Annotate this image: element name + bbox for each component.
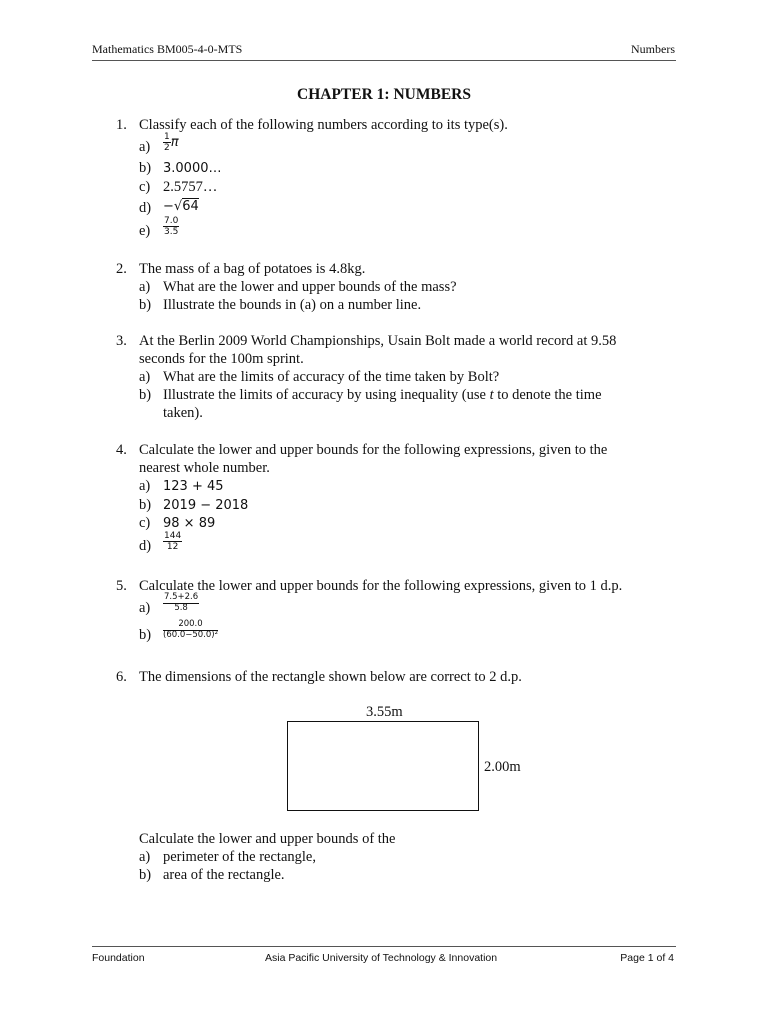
subpart-label: a) [139, 279, 151, 295]
subpart-label: a) [139, 600, 151, 616]
subpart-label: c) [139, 515, 151, 531]
page-title: CHAPTER 1: NUMBERS [297, 86, 471, 103]
rectangle-width-label: 3.55m [366, 704, 403, 720]
subpart-label: e) [139, 223, 151, 239]
subpart-text-continued: taken). [163, 405, 203, 421]
subpart-label: b) [139, 497, 152, 513]
question-number: 5. [116, 578, 127, 594]
subpart-label: a) [139, 478, 151, 494]
subpart-label: b) [139, 387, 152, 403]
rectangle-height-label: 2.00m [484, 759, 521, 775]
subpart-text: area of the rectangle. [163, 867, 285, 883]
question-number: 3. [116, 333, 127, 349]
footer-institution: Asia Pacific University of Technology & Innovation [265, 952, 498, 964]
header-topic: Numbers [631, 42, 675, 56]
question-text-line-1: Calculate the lower and upper bounds for the following expressions, given to the [139, 442, 608, 458]
subpart-text: Illustrate the bounds in (a) on a number line. [163, 297, 422, 313]
subpart-label: c) [139, 179, 151, 195]
subpart-label: a) [139, 139, 151, 155]
footer-page-number: Page 1 of 4 [620, 952, 674, 964]
expression-fraction-sum: $\frac{7.5+2.6}{5.8}$ [164, 592, 199, 613]
subpart-label: a) [139, 369, 151, 385]
question-number: 6. [116, 669, 127, 685]
subpart-text: perimeter of the rectangle, [163, 849, 316, 865]
question-text-line-2: seconds for the 100m sprint. [139, 351, 304, 367]
subpart-text: What are the lower and upper bounds of the mass? [163, 279, 457, 295]
expression-quotient: $\frac{144}{12}$ [164, 531, 182, 553]
expression-product: 98 × 89 [163, 516, 216, 531]
header-divider [92, 60, 676, 61]
expression-fraction-squared: $\frac{200.0}{\text{(60.0−50.0)²}}$ [163, 619, 219, 640]
expression-difference: 2019 − 2018 [163, 498, 249, 513]
question-text-line-1: At the Berlin 2009 World Championships, Usain Bolt made a world record at 9.58 [139, 333, 617, 349]
question-text: The mass of a bag of potatoes is 4.8kg. [139, 261, 366, 277]
expression-half-pi: $\frac{1}{2}$ π [164, 132, 179, 154]
subpart-label: d) [139, 538, 152, 554]
question-number: 2. [116, 261, 127, 277]
subpart-label: b) [139, 297, 152, 313]
question-number: 1. [116, 117, 127, 133]
question-text: Calculate the lower and upper bounds for the following expressions, given to 1 d.p. [139, 578, 623, 594]
expression-value: 3.0000… [163, 161, 222, 176]
subpart-label: b) [139, 160, 152, 176]
header-course-code: Mathematics BM005-4-0-MTS [92, 42, 243, 56]
question-text: Classify each of the following numbers according to its type(s). [139, 117, 508, 133]
subpart-text: What are the limits of accuracy of the time taken by Bolt? [163, 369, 500, 385]
expression-sum: 123 + 45 [163, 479, 224, 494]
question-number: 4. [116, 442, 127, 458]
instruction-text: Calculate the lower and upper bounds of the [139, 831, 396, 847]
subpart-label: d) [139, 200, 152, 216]
subpart-label: b) [139, 867, 152, 883]
expression-neg-sqrt-64: −√64 [163, 199, 199, 214]
question-text-line-2: nearest whole number. [139, 460, 270, 476]
question-text: The dimensions of the rectangle shown below are correct to 2 d.p. [139, 669, 522, 685]
expression-value: 2.5757… [163, 179, 218, 195]
subpart-label: b) [139, 627, 152, 643]
footer-divider [92, 946, 676, 947]
footer-program: Foundation [92, 952, 145, 964]
subpart-text: Illustrate the limits of accuracy by using inequality (use t to denote the time [163, 387, 602, 403]
rectangle-diagram [287, 721, 479, 811]
subpart-label: a) [139, 849, 151, 865]
expression-fraction: $\frac{7.0}{3.5}$ [164, 216, 179, 238]
